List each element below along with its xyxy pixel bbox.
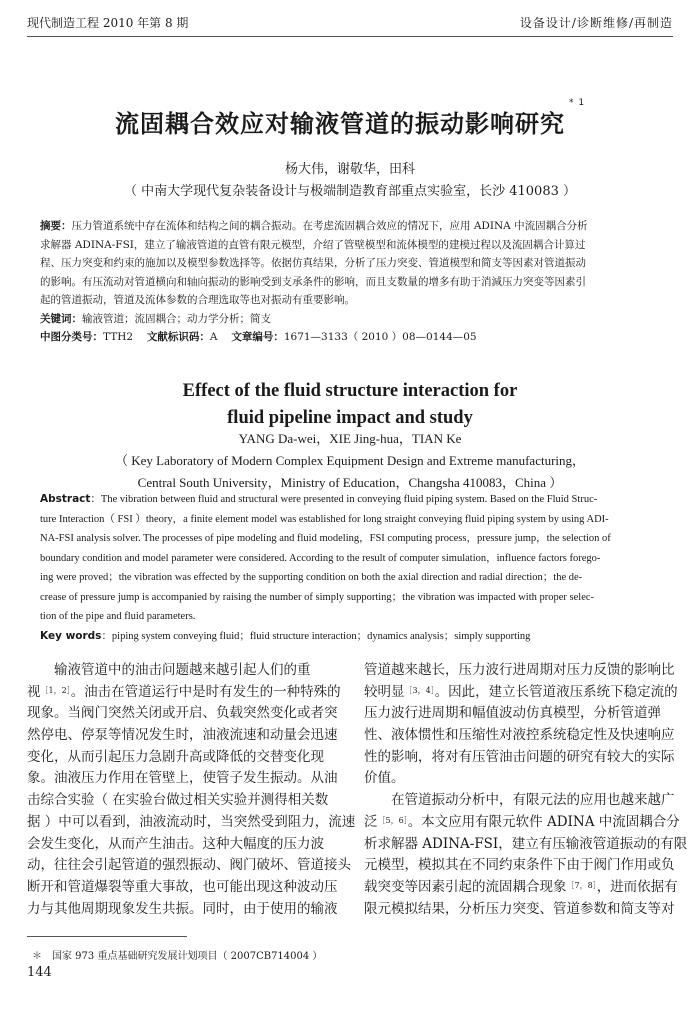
body-line: 据 ）中可以看到，油液流动时，当突然受到阻力，流速 <box>27 813 356 830</box>
body-line-rest: 。油击在管道运行中是时有发生的一种特殊的 <box>70 683 341 700</box>
citation: ［7，8］ <box>566 880 597 890</box>
body-line: 析求解器 ADINA-FSI，建立有压输液管道振动的有限 <box>364 835 688 852</box>
abstract-cn-line: 求解器 ADINA-FSI，建立了输液管道的直管有限元模型，介绍了管壁模型和流体模型的建模过程以及流固耦合计算过 <box>40 238 586 251</box>
body-line: 限元模拟结果，分析压力突变、管道参数和简支等对 <box>364 900 675 917</box>
body-line-start: 载突变等因素引起的流固耦合现象 <box>364 878 567 895</box>
article-number-value: 1671—3133（ 2010 ）08—0144—05 <box>283 331 477 343</box>
body-line: 力与其他周期现象发生共振。同时，由于使用的输液 <box>27 900 338 917</box>
citation: ［1，2］ <box>40 685 71 695</box>
abstract-cn-line: 的影响。有压流动对管道横向和轴向振动的影响受到支承条件的影响，而且支数量的增多有助于消減压力突变等因素引 <box>40 275 586 288</box>
body-line <box>364 877 678 899</box>
abstract-en-line: ture Interaction（ FSI ）theory，a finite element model was established for long straight conveying fluid piping system by using ADI- <box>40 513 609 525</box>
footnote-rule <box>27 936 187 937</box>
citation: ［5，6］ <box>377 815 408 825</box>
chinese-abstract <box>40 217 660 347</box>
body-line: 性、液体惯性和压缩性对液控系统稳定性及快速响应 <box>364 727 675 744</box>
chinese-title <box>0 98 700 139</box>
abstract-en-line <box>40 490 660 510</box>
english-authors: YANG Da-wei，XIE Jing-hua，TIAN Ke <box>238 431 462 446</box>
body-line <box>364 812 680 834</box>
page-number: 144 <box>27 965 52 980</box>
english-affiliation-line: （ Key Laboratory of Modern Complex Equipment Design and Extreme manufacturing， <box>114 453 586 468</box>
body-line-start: 较明显 <box>364 683 405 700</box>
body-line: 变化，从而引起压力急剧升高或降低的交替变化现 <box>27 748 324 765</box>
body-line-start: 视 <box>27 683 41 700</box>
body-right-column <box>364 660 688 920</box>
body-line: 元模型，模拟其在不同约束条件下由于阀门作用或负 <box>364 857 675 874</box>
keywords-en-label: Key words <box>40 629 102 642</box>
body-line: 输液管道中的油击问题越来越引起人们的重 <box>27 662 311 678</box>
body-line-rest: ，进而依据有 <box>596 878 678 895</box>
body-line: 在管道振动分析中，有限元法的应用也越来越广 <box>364 792 675 809</box>
citation: ［3，4］ <box>404 685 435 695</box>
keywords-en <box>40 627 660 647</box>
body-line: 会发生变化，从而产生油击。这种大幅度的压力波 <box>27 835 324 852</box>
title-footnote-mark: * 1 <box>568 98 586 108</box>
body-line: 压力波行进周期和幅值波动仿真模型，分析管道弹 <box>364 705 661 722</box>
body-line-start: 泛 <box>364 813 378 830</box>
body-line: 断开和管道爆裂等重大事故，也可能出现这种波动压 <box>27 878 338 895</box>
abstract-en-label: Abstract <box>40 493 91 505</box>
body-line <box>364 682 678 704</box>
abstract-en-line: boundary condition and model parameter were considered. According to the result of computer simulation，influence factors forego- <box>40 552 601 564</box>
english-title-line: fluid pipeline impact and study <box>227 408 473 428</box>
abstract-cn-line: 程、压力突变和约束的施加以及模型参数选择等。依据仿真结果，分析了压力突变、管道模型和简支等因素对管道振动 <box>40 257 586 269</box>
body-line-rest: 。因此，建立长管道液压系统下稳定流的 <box>434 683 678 700</box>
english-affiliation-line: Central South University，Ministry of Education，Changsha 410083，China ） <box>137 475 563 490</box>
category-header: 设备设计/诊断维修/再制造 <box>519 16 673 30</box>
body-left-column <box>27 660 356 920</box>
body-line: 管道越来越长，压力波行进周期对压力反馈的影响比 <box>364 662 675 678</box>
abstract-cn-label: 摘要： <box>40 220 72 232</box>
header-rule <box>27 36 673 37</box>
funding-footnote: ＊ 国家 973 重点基础研究发展计划项目（ 2007CB714004 ） <box>32 951 323 962</box>
body-line: 象。油液压力作用在管壁上，使管子发生振动。从油 <box>27 770 338 787</box>
chinese-affiliation: （ 中南大学现代复杂装备设计与极端制造教育部重点实验室，长沙 410083 ） <box>123 184 577 199</box>
abstract-en-line: crease of pressure jump is accompanied by raising the number of simply supporting；the vibration was impacted with proper selec- <box>40 591 595 603</box>
keywords-cn <box>40 310 660 329</box>
journal-header: 现代制造工程 2010 年第 8 期 <box>27 16 189 30</box>
body-line: 现象。当阀门突然关闭或开启、负载突然变化或者突 <box>27 705 338 722</box>
chinese-authors: 杨大伟，谢敬华，田科 <box>284 162 415 177</box>
keywords-cn-label: 关键词： <box>40 312 82 325</box>
body-line: 击综合实验（ 在实验台做过相关实验并测得相关数 <box>27 792 329 809</box>
abstract-cn-line <box>40 217 660 236</box>
keywords-cn-text: 输液管道；流固耦合；动力学分析；简支 <box>82 312 271 325</box>
abstract-en-text: ：The vibration between fluid and structural were presented in conveying fluid piping system. Based on the Fluid Struc- <box>90 494 598 505</box>
body-line: 性的影响，将对有压管油击问题的研究有较大的实际 <box>364 748 675 765</box>
doc-code-value: A <box>209 331 218 343</box>
english-abstract <box>40 490 660 646</box>
abstract-cn-text: 压力管道系统中存在流体和结构之间的耦合振动。在考虑流固耦合效应的情况下，应用 ADINA 中流固耦合分析 <box>71 220 588 232</box>
body-line <box>27 682 341 704</box>
english-affiliation <box>0 450 700 494</box>
abstract-cn-line: 起的管道振动，管道及流体参数的合理选取等也对振动有重要影响。 <box>40 294 355 306</box>
english-title-line: Effect of the fluid structure interaction for <box>182 381 518 401</box>
body-line: 然停电、停泵等情况发生时，油液流速和动量会迅速 <box>27 727 338 744</box>
body-line: 价值。 <box>364 770 405 787</box>
class-number-value: TTH2 <box>103 331 134 343</box>
body-line: 动，往往会引起管道的强烈振动、阀门破坏、管道接头 <box>27 857 351 874</box>
chinese-title-text: 流固耦合效应对输液管道的振动影响研究 <box>114 110 565 138</box>
keywords-en-text: ：piping system conveying fluid；fluid structure interaction；dynamics analysis；simply supporting <box>101 630 531 642</box>
class-number-label: 中图分类号： <box>40 331 103 343</box>
abstract-en-line: NA-FSI analysis solver. The processes of pipe modeling and fluid modeling，FSI computing process，pressure jump，the selection of <box>40 533 611 544</box>
body-line-rest: 。本文应用有限元软件 ADINA 中流固耦合分 <box>407 813 680 830</box>
article-number-label: 文章编号： <box>231 331 284 343</box>
abstract-en-line: ing were proved；the vibration was effected by the supporting condition on both the axial direction and radial direction；the de- <box>40 572 583 583</box>
english-title <box>0 378 700 432</box>
classification-line <box>40 328 660 347</box>
abstract-en-line: tion of the pipe and fluid parameters. <box>40 611 196 622</box>
doc-code-label: 文献标识码： <box>146 331 210 343</box>
